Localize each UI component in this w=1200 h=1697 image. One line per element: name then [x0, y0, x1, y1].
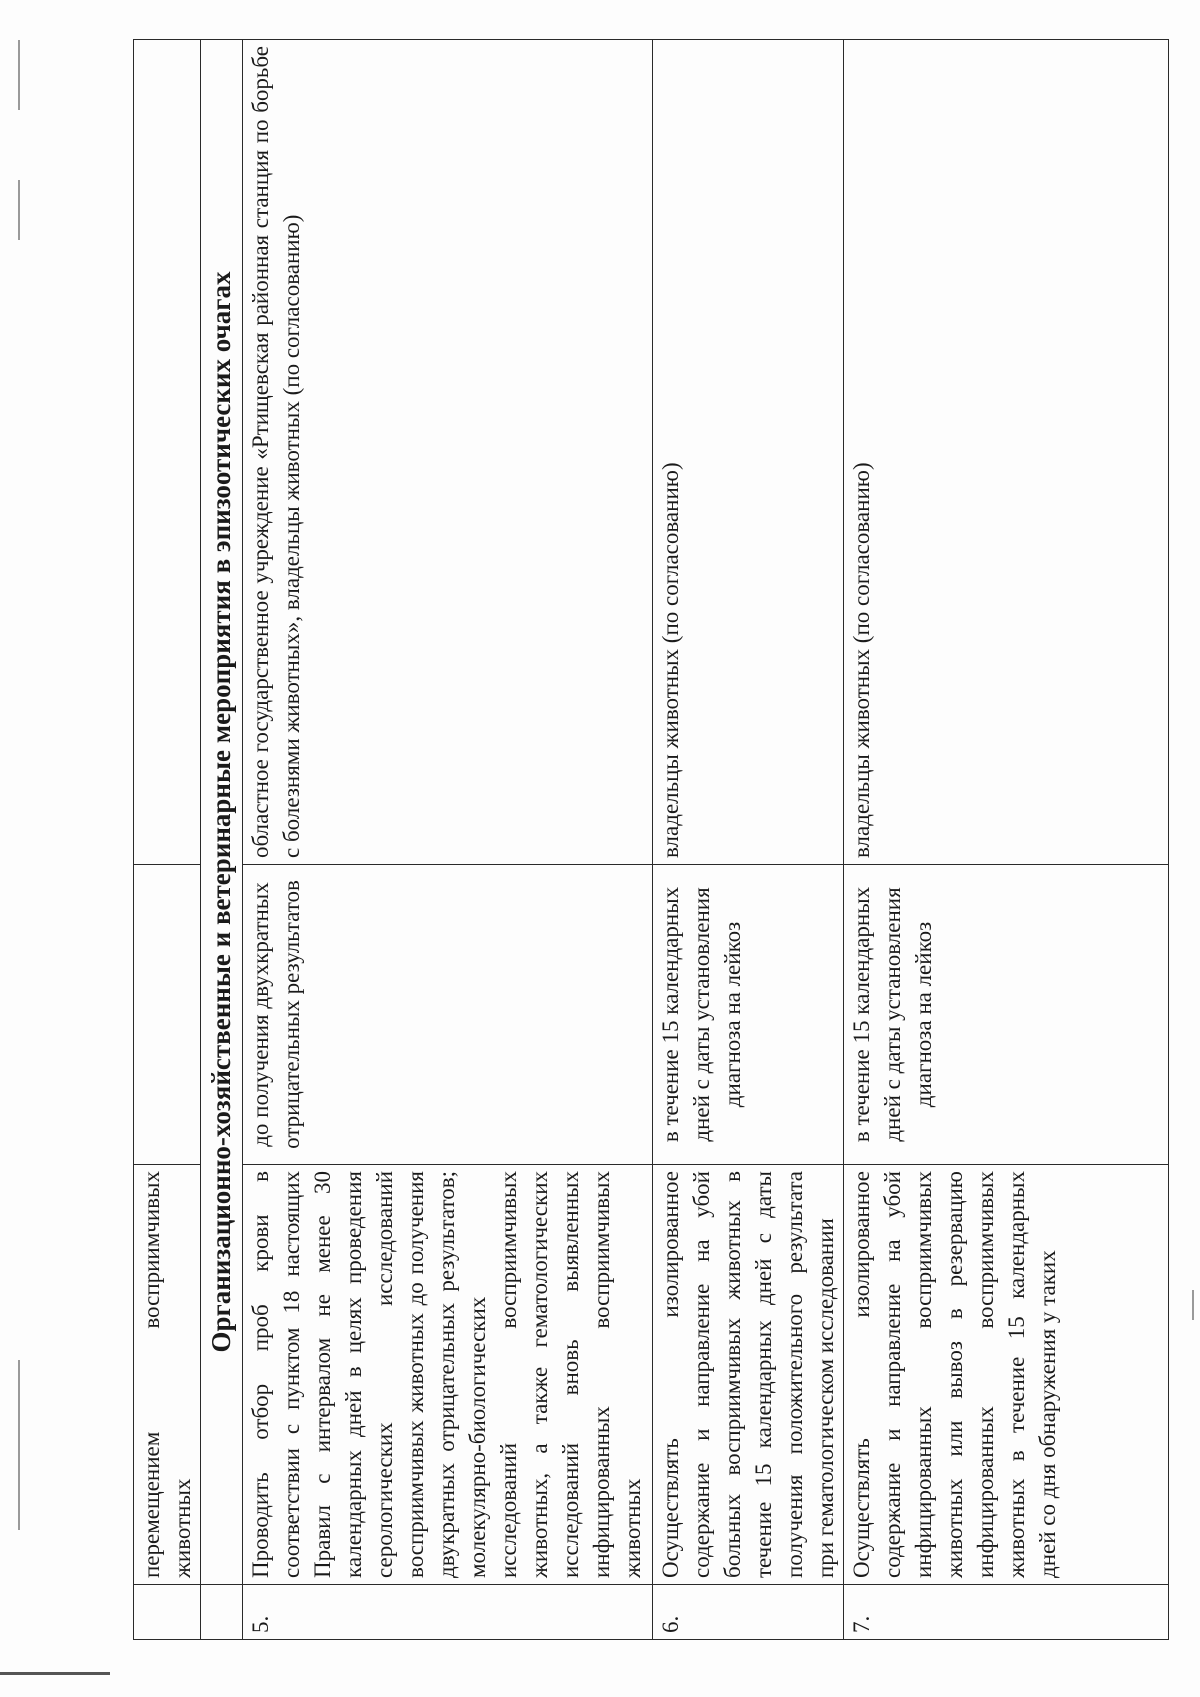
cell-term: в течение 15 календарных дней с даты установления диагноза на лейкоз — [843, 865, 1168, 1165]
scan-edge-mark — [18, 1360, 20, 1530]
cell-responsible — [134, 40, 201, 865]
cell-action: Осуществлять изолированное содержание и направление на убой больных восприимчивых животных в течение 15 календарных дней с даты получения положительного результата при гематологическом исследовании — [652, 1165, 843, 1585]
cell-responsible: владельцы животных (по согласованию) — [652, 40, 843, 865]
cell-action: Осуществлять изолированное содержание и направление на убой инфицированных восприимчивых животных или вывоз в резервацию инфицированных восприимчивых животных в течение 15 календарных дней со дня обнаружения у таких — [843, 1165, 1168, 1585]
scan-edge-mark — [1192, 1290, 1194, 1320]
cell-num: 5. — [242, 1585, 652, 1640]
cell-num — [201, 1585, 242, 1640]
scan-edge-mark — [0, 1672, 110, 1675]
cell-num — [134, 1585, 201, 1640]
cell-term — [134, 865, 201, 1165]
cell-action: Проводить отбор проб крови в соответствии с пунктом 18 настоящих Правил с интервалом не менее 30 календарных дней в целях проведения серологических исследований восприимчивых животных до получения двукратных отрицательных результатов; молекулярно-биологических исследований восприимчивых животных, а также гематологических исследований вновь выявленных инфицированных восприимчивых животных — [242, 1165, 652, 1585]
table-row — [843, 40, 1168, 1640]
table-row — [652, 40, 843, 1640]
section-heading-row — [201, 40, 242, 1640]
section-heading: Организационно-хозяйственные и ветеринарные мероприятия в эпизоотических очагах — [201, 40, 242, 1585]
cell-responsible: областное государственное учреждение «Ртищевская районная станция по борьбе с болезнями животных», владельцы животных (по согласованию) — [242, 40, 652, 865]
cell-term: в течение 15 календарных дней с даты установления диагноза на лейкоз — [652, 865, 843, 1165]
measures-table — [133, 39, 1169, 1640]
cell-term: до получения двухкратных отрицательных результатов — [242, 865, 652, 1165]
cell-action: перемещением восприимчивых животных — [134, 1165, 201, 1585]
rotated-content — [133, 40, 1153, 1640]
cell-num: 7. — [843, 1585, 1168, 1640]
table-row — [134, 40, 201, 1640]
scan-edge-mark — [18, 40, 20, 110]
scan-edge-mark — [18, 180, 20, 240]
cell-num: 6. — [652, 1585, 843, 1640]
table-row — [242, 40, 652, 1640]
cell-responsible: владельцы животных (по согласованию) — [843, 40, 1168, 865]
